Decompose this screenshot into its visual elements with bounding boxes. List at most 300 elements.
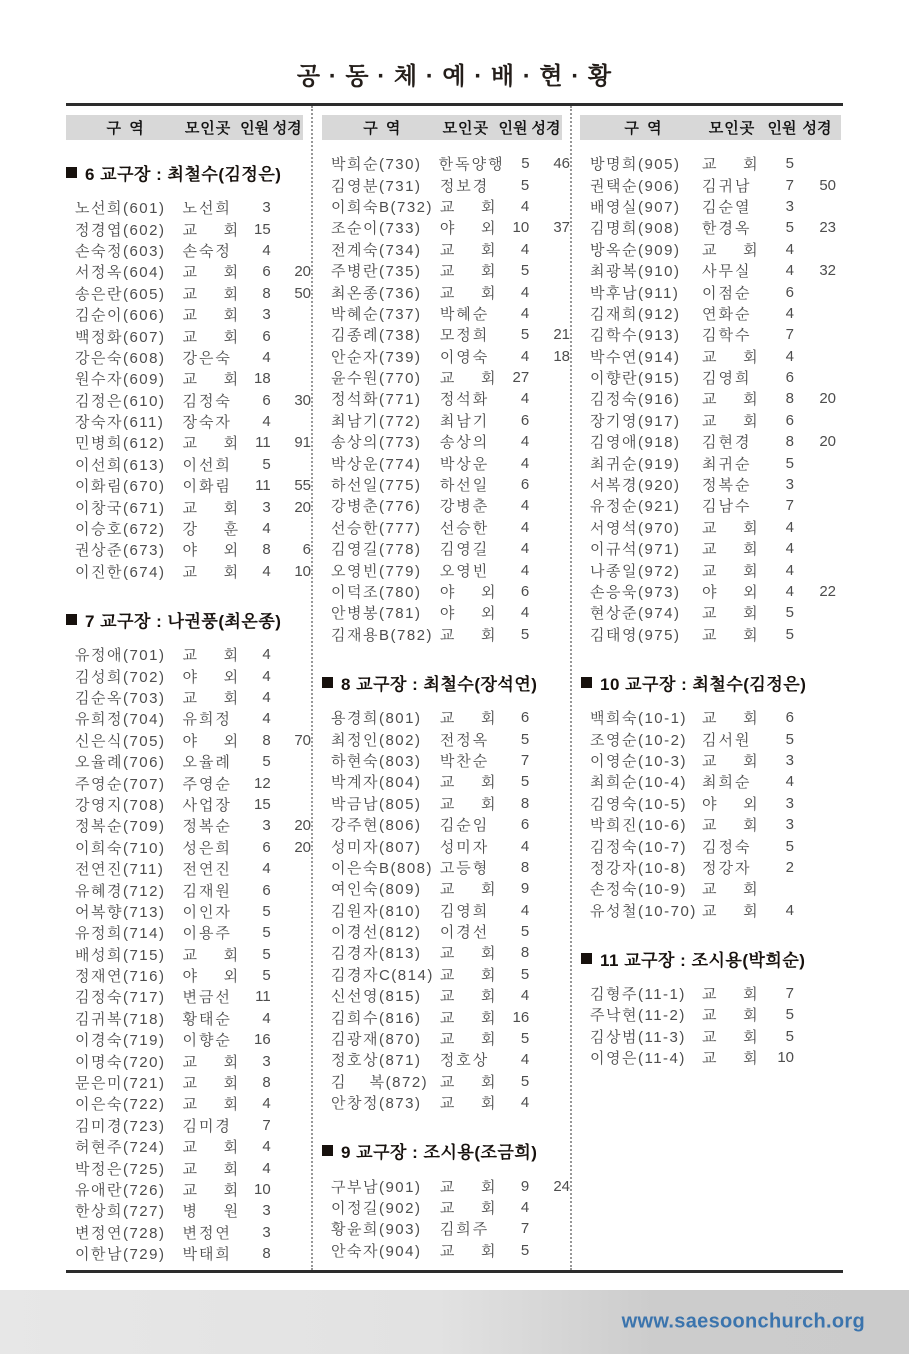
place-cell: 교 회: [439, 1095, 498, 1113]
place-cell: 김영길: [439, 541, 490, 559]
region-cell: 여인숙(809): [331, 881, 422, 899]
count-cell: 5: [785, 219, 794, 237]
region-cell: 김상범(11-3): [590, 1028, 686, 1046]
region-cell: 안순자(739): [331, 348, 422, 366]
place-cell: 교 회: [702, 986, 760, 1004]
count-cell: 4: [520, 240, 530, 258]
place-cell: 교 회: [702, 241, 760, 259]
table-row: [322, 538, 570, 559]
region-cell: 유정순(921): [590, 498, 681, 516]
bible-cell: 21: [553, 326, 571, 344]
table-row: [322, 985, 570, 1006]
place-cell: 김현경: [702, 434, 752, 452]
bible-cell: 23: [819, 219, 836, 237]
table-row: [322, 814, 570, 835]
count-cell: 16: [512, 1008, 530, 1026]
count-cell: 5: [520, 1072, 530, 1090]
region-cell: 강주현(806): [331, 817, 422, 835]
count-cell: 6: [262, 881, 271, 899]
place-cell: 교 회: [182, 647, 241, 665]
count-cell: 4: [262, 413, 271, 431]
table-row: [322, 474, 570, 495]
place-cell: 교 회: [439, 881, 498, 899]
region-cell: 김귀복(718): [75, 1010, 166, 1028]
bible-cell: 20: [819, 433, 836, 451]
region-cell: 정석화(771): [331, 391, 422, 409]
count-cell: 4: [262, 520, 271, 538]
region-cell: 장숙자(611): [75, 414, 165, 432]
count-cell: 4: [520, 1094, 530, 1112]
region-cell: 유정희(714): [75, 925, 166, 943]
count-cell: 5: [520, 773, 530, 791]
region-cell: 김정은(610): [75, 392, 166, 410]
region-cell: 김정숙(717): [75, 989, 166, 1007]
region-cell: 조영순(10-2): [590, 731, 687, 749]
count-cell: 8: [785, 433, 794, 451]
table-row: [322, 303, 570, 324]
region-cell: 변정연(728): [75, 1224, 166, 1242]
place-cell: 김남수: [702, 498, 752, 516]
table-row: [322, 602, 570, 623]
region-cell: 최귀순(919): [590, 455, 681, 473]
table-row: [66, 644, 311, 665]
table-row: [66, 901, 311, 922]
section-heading: [66, 607, 311, 632]
count-cell: 5: [520, 326, 530, 344]
region-cell: 이화림(670): [75, 478, 166, 496]
region-cell: 유혜경(712): [75, 882, 166, 900]
bible-cell: 37: [553, 219, 571, 237]
place-cell: 김순임: [439, 817, 490, 835]
place-cell: 교 회: [439, 1073, 498, 1091]
count-cell: 4: [262, 1138, 271, 1156]
region-cell: 오율례(706): [75, 754, 166, 772]
region-cell: 현상준(974): [590, 605, 681, 623]
table-row: [322, 581, 570, 602]
region-cell: 박후남(911): [590, 284, 680, 302]
region-cell: 이명숙(720): [75, 1053, 166, 1071]
count-cell: 11: [255, 434, 271, 452]
table-row: [581, 217, 841, 238]
table-row: [322, 1092, 570, 1113]
region-cell: 김형주(11-1): [590, 986, 686, 1004]
count-cell: 5: [785, 837, 794, 855]
table-row: [322, 771, 570, 792]
table-row: [581, 624, 841, 645]
place-cell: 교 회: [182, 371, 241, 389]
region-cell: 박수연(914): [590, 348, 681, 366]
place-cell: 정호상: [439, 1052, 490, 1070]
place-cell: 교 회: [182, 499, 241, 517]
place-cell: 박태희: [182, 1246, 232, 1264]
table-row: [581, 367, 841, 388]
count-cell: 4: [262, 1009, 271, 1027]
region-cell: 김정숙(916): [590, 391, 681, 409]
place-cell: 교 회: [702, 710, 760, 728]
region-cell: 조순이(733): [331, 220, 422, 238]
region-cell: 이은숙B(808): [331, 859, 433, 877]
bible-cell: 50: [294, 284, 311, 302]
place-cell: 교 회: [182, 690, 241, 707]
region-cell: 유정애(701): [75, 647, 166, 665]
place-cell: 교 회: [182, 563, 241, 581]
place-cell: 이용주: [182, 925, 232, 943]
place-cell: 오영빈: [439, 562, 490, 580]
place-cell: 장숙자: [182, 414, 232, 432]
place-cell: 교 회: [439, 945, 498, 963]
region-cell: 이희숙B(732): [331, 198, 433, 216]
place-cell: 사무실: [702, 263, 752, 281]
column-blocks: [313, 140, 570, 1261]
table-row: [66, 1008, 311, 1029]
table-row: [322, 452, 570, 473]
region-cell: 하현숙(803): [331, 752, 422, 770]
count-cell: 10: [254, 1180, 271, 1198]
count-cell: 11: [255, 477, 271, 495]
place-cell: 박상운: [439, 455, 490, 473]
region-cell: 안창정(873): [331, 1095, 422, 1113]
count-cell: 8: [785, 390, 794, 408]
footer-band: [0, 1290, 909, 1354]
region-cell: 김영애(918): [590, 434, 681, 452]
count-cell: 7: [520, 751, 530, 769]
place-cell: 정석화: [439, 391, 490, 409]
region-cell: 서복경(920): [590, 477, 681, 495]
count-cell: 5: [520, 262, 530, 280]
place-cell: 교 회: [702, 902, 760, 920]
section-heading: [66, 160, 311, 185]
region-cell: 이한남(729): [75, 1246, 166, 1264]
place-cell: 노선희: [182, 200, 232, 218]
place-cell: 교 회: [439, 774, 498, 792]
section-marker-icon: [581, 677, 592, 688]
place-cell: 교 회: [182, 264, 241, 282]
count-cell: 5: [262, 455, 271, 473]
region-cell: 방옥순(909): [590, 241, 681, 259]
table-row: [66, 261, 311, 282]
table-row: [581, 452, 841, 473]
region-cell: 정경엽(602): [75, 221, 166, 239]
count-cell: 6: [785, 283, 794, 301]
bible-cell: 20: [819, 390, 836, 408]
place-cell: 정보경: [439, 177, 490, 195]
table-row: [322, 153, 570, 174]
count-cell: 4: [785, 773, 794, 791]
table-row: [66, 858, 311, 879]
region-cell: 노선희(601): [75, 200, 166, 218]
count-cell: 5: [785, 604, 794, 622]
section-heading-label: 7 교구장 : 나권풍(최온종): [85, 612, 282, 632]
place-cell: 교 회: [439, 1031, 498, 1049]
table-row: [322, 495, 570, 516]
table-row: [322, 900, 570, 921]
table-row: [322, 239, 570, 260]
table-row: [66, 240, 311, 261]
place-cell: 이화림: [182, 478, 232, 496]
table-row: [66, 496, 311, 517]
count-cell: 16: [254, 1031, 271, 1049]
place-cell: 김순열: [702, 198, 752, 216]
table-row: [581, 474, 841, 495]
table-row: [322, 707, 570, 728]
place-cell: 이영숙: [439, 348, 490, 366]
region-cell: 이경숙(719): [75, 1032, 166, 1050]
count-cell: 8: [520, 858, 530, 876]
count-cell: 4: [785, 583, 794, 600]
table-row: [581, 281, 841, 302]
count-cell: 6: [785, 411, 794, 429]
count-cell: 7: [520, 1220, 530, 1238]
count-cell: 4: [520, 347, 530, 365]
region-cell: 배영실(907): [590, 198, 681, 216]
place-cell: 하선일: [439, 477, 490, 495]
region-cell: 서영석(970): [590, 519, 681, 537]
count-cell: 4: [262, 860, 271, 878]
table-row: [66, 1179, 311, 1200]
section-heading-label: 10 교구장 : 최철수(김정은): [600, 674, 807, 694]
region-cell: 김경자C(814): [331, 966, 434, 984]
place-cell: 교 회: [702, 541, 760, 559]
table-row: [66, 687, 311, 708]
table-row: [322, 728, 570, 749]
count-cell: 7: [262, 1116, 271, 1134]
count-cell: 4: [785, 262, 794, 280]
column-header-band: [580, 115, 841, 140]
count-cell: 4: [520, 604, 530, 622]
count-cell: 15: [254, 220, 271, 238]
website-url: www.saesoonchurch.org: [621, 1310, 865, 1333]
count-cell: 6: [785, 369, 794, 387]
bible-cell: 10: [294, 562, 311, 580]
region-cell: 이경선(812): [331, 924, 422, 942]
table-row: [581, 260, 841, 281]
section-heading: [322, 670, 570, 695]
count-cell: 8: [262, 731, 271, 749]
count-cell: 6: [262, 327, 271, 345]
place-cell: 전연진: [182, 861, 232, 879]
count-cell: 3: [785, 816, 794, 834]
header-bible: 성경: [272, 120, 302, 137]
header-count: 인원: [240, 120, 270, 137]
region-cell: 황윤희(903): [331, 1221, 422, 1239]
count-cell: 6: [520, 583, 530, 600]
region-cell: 신선영(815): [331, 988, 422, 1006]
region-cell: 김명희(908): [590, 220, 681, 238]
count-cell: 6: [262, 838, 271, 856]
count-cell: 8: [262, 1074, 271, 1092]
place-cell: 정강자: [702, 859, 752, 877]
place-cell: 연화순: [702, 305, 752, 323]
header-count: 인원: [498, 120, 528, 137]
table-row: [66, 1050, 311, 1071]
place-cell: 교 회: [702, 817, 760, 835]
table-row: [66, 1136, 311, 1157]
header-region: 구 역: [106, 120, 146, 137]
table-row: [66, 1093, 311, 1114]
count-cell: 6: [520, 476, 530, 494]
place-cell: 오율례: [182, 754, 232, 772]
table-row: [66, 454, 311, 475]
table-row: [322, 964, 570, 985]
place-cell: 한경옥: [702, 220, 752, 238]
region-cell: 안병봉(781): [331, 605, 422, 623]
count-cell: 15: [254, 795, 271, 813]
region-cell: 주영순(707): [75, 775, 166, 793]
region-cell: 이희숙(710): [75, 839, 166, 857]
place-cell: 교 회: [182, 435, 241, 453]
count-cell: 3: [262, 306, 271, 324]
table-row: [66, 772, 311, 793]
table-row: [581, 602, 841, 623]
table-row: [66, 1200, 311, 1221]
table-row: [66, 794, 311, 815]
region-cell: 박금남(805): [331, 795, 422, 813]
table-row: [66, 1243, 311, 1264]
bible-cell: 30: [294, 391, 311, 409]
section-heading-label: 9 교구장 : 조시용(조금희): [341, 1143, 538, 1163]
place-cell: 손숙정: [182, 242, 232, 260]
header-place: 모인곳: [708, 120, 756, 137]
header-bible: 성경: [802, 120, 832, 137]
bible-cell: 91: [294, 434, 311, 452]
column-header-band: [66, 115, 303, 140]
continuation-spacer: [581, 140, 841, 153]
table-row: [322, 324, 570, 345]
place-cell: 고등형: [439, 859, 490, 877]
place-cell: 이선희: [182, 456, 232, 474]
table-row: [322, 942, 570, 963]
table-row: [581, 559, 841, 580]
region-cell: 김태영(975): [590, 626, 681, 644]
count-cell: 3: [262, 199, 271, 217]
region-cell: 유애란(726): [75, 1181, 166, 1199]
place-cell: 교 회: [439, 1199, 498, 1217]
region-cell: 방명희(905): [590, 156, 681, 174]
count-cell: 7: [785, 176, 794, 194]
table-row: [322, 388, 570, 409]
place-cell: 이점순: [702, 284, 752, 302]
region-cell: 윤수원(770): [331, 370, 422, 388]
region-cell: 민병희(612): [75, 435, 166, 453]
count-cell: 4: [520, 1051, 530, 1069]
count-cell: 4: [262, 348, 271, 366]
table-row: [581, 538, 841, 559]
count-cell: 4: [262, 241, 271, 259]
count-cell: 5: [521, 155, 530, 173]
region-cell: 나종일(972): [590, 562, 681, 580]
table-row: [581, 1047, 841, 1068]
table-row: [66, 922, 311, 943]
place-cell: 김미경: [182, 1117, 232, 1135]
count-cell: 5: [785, 1006, 794, 1024]
bible-cell: 20: [294, 263, 311, 281]
region-cell: 송은란(605): [75, 285, 166, 303]
region-cell: 김영분(731): [331, 177, 422, 195]
region-cell: 하선일(775): [331, 477, 422, 495]
count-cell: 5: [262, 924, 271, 942]
place-cell: 교 회: [182, 1096, 241, 1114]
region-cell: 안숙자(904): [331, 1242, 422, 1260]
place-cell: 야 외: [182, 732, 241, 750]
count-cell: 4: [520, 283, 530, 301]
table-row: [581, 388, 841, 409]
place-cell: 교 회: [182, 307, 241, 325]
region-cell: 이선희(613): [75, 456, 166, 474]
table-row: [66, 475, 311, 496]
region-cell: 김미경(723): [75, 1117, 166, 1135]
table-column-2: [313, 106, 572, 1270]
count-cell: 4: [785, 347, 794, 365]
place-cell: 김학수: [702, 327, 752, 345]
table-row: [581, 495, 841, 516]
region-cell: 김영숙(10-5): [590, 795, 687, 813]
table-row: [322, 1028, 570, 1049]
place-cell: 김서원: [702, 731, 752, 749]
region-cell: 김정숙(10-7): [590, 838, 687, 856]
table-row: [581, 728, 841, 749]
table-row: [322, 260, 570, 281]
region-cell: 김 복(872): [331, 1073, 429, 1091]
table-row: [66, 432, 311, 453]
region-cell: 문은미(721): [75, 1075, 166, 1093]
region-cell: 이규석(971): [590, 541, 681, 559]
place-cell: 교 회: [439, 988, 498, 1006]
region-cell: 배성희(715): [75, 946, 166, 964]
place-cell: 김재원: [182, 882, 232, 900]
region-cell: 정복순(709): [75, 818, 166, 836]
table-row: [66, 751, 311, 772]
region-cell: 허현주(724): [75, 1139, 166, 1157]
table-row: [581, 153, 841, 174]
table-row: [322, 835, 570, 856]
count-cell: 4: [520, 518, 530, 536]
table-row: [581, 239, 841, 260]
region-cell: 원수자(609): [75, 371, 166, 389]
place-cell: 교 회: [182, 1181, 241, 1199]
table-row: [322, 857, 570, 878]
count-cell: 6: [262, 391, 271, 409]
table-row: [66, 986, 311, 1007]
count-cell: 6: [785, 709, 794, 727]
count-cell: 5: [262, 902, 271, 920]
place-cell: 전정옥: [439, 731, 490, 749]
region-cell: 김재희(912): [590, 305, 681, 323]
table-row: [581, 517, 841, 538]
count-cell: 4: [785, 901, 794, 919]
place-cell: 교 회: [702, 1028, 760, 1046]
place-cell: 교 회: [439, 241, 498, 259]
place-cell: 교 회: [702, 881, 760, 899]
region-cell: 김원자(810): [331, 902, 422, 920]
region-cell: 장기영(917): [590, 412, 681, 430]
region-cell: 어복향(713): [75, 903, 166, 921]
table-row: [581, 581, 841, 602]
place-cell: 모정희: [439, 327, 490, 345]
region-cell: 정호상(871): [331, 1052, 422, 1070]
count-cell: 4: [520, 304, 530, 322]
table-row: [322, 1197, 570, 1218]
place-cell: 김영희: [702, 370, 752, 388]
count-cell: 8: [262, 284, 271, 302]
bible-cell: 24: [553, 1177, 571, 1195]
region-cell: 서정옥(604): [75, 264, 166, 282]
place-cell: 교 회: [439, 370, 498, 388]
count-cell: 6: [520, 411, 530, 429]
region-cell: 박상운(774): [331, 455, 422, 473]
table-row: [66, 1072, 311, 1093]
region-cell: 김광재(870): [331, 1031, 422, 1049]
place-cell: 김정숙: [702, 838, 752, 856]
